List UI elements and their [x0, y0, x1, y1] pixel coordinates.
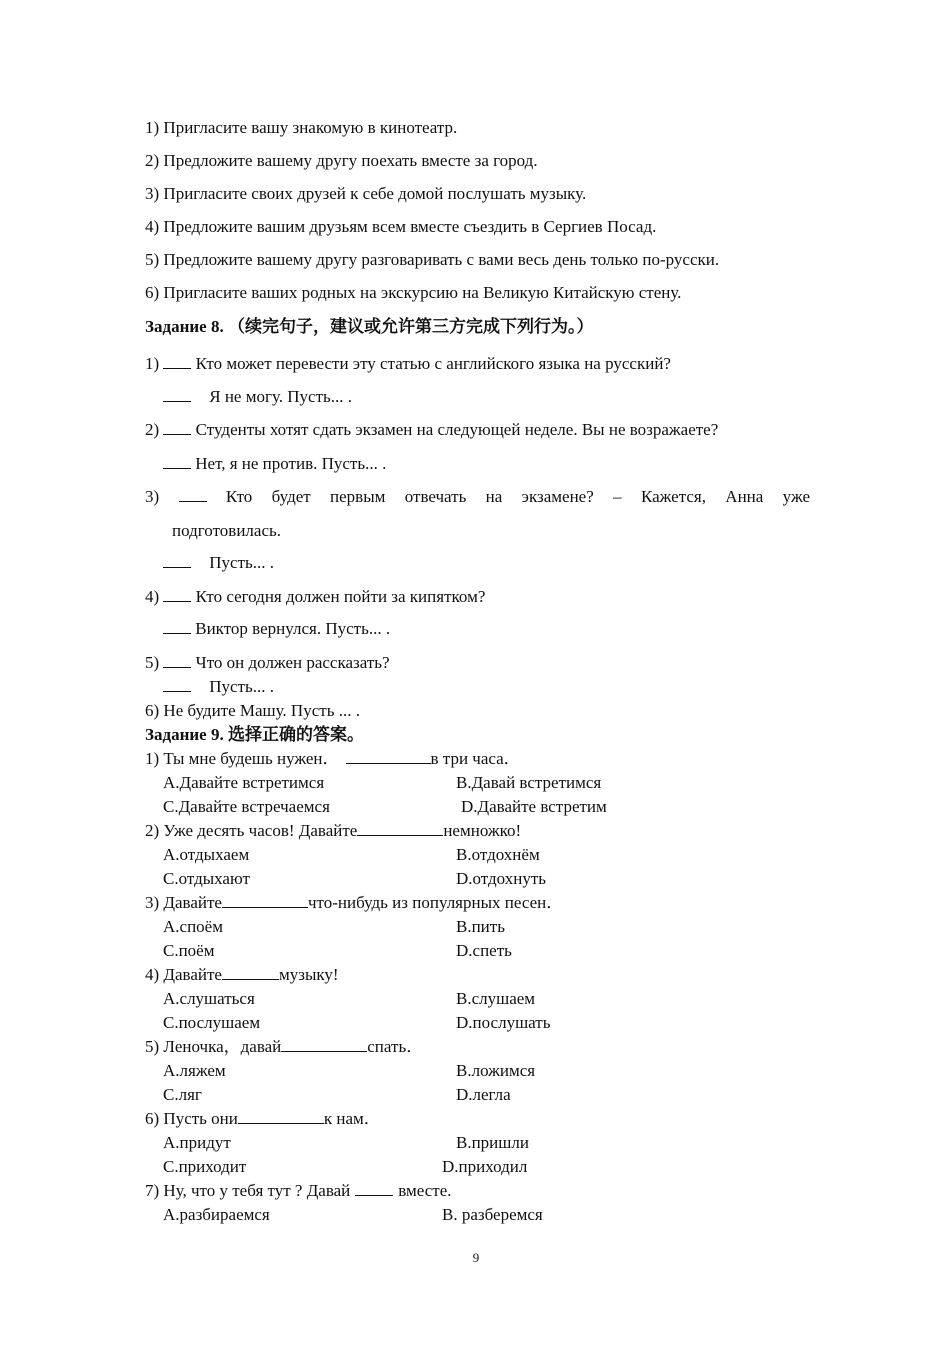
- question-text: спать．: [367, 1037, 424, 1056]
- task9-question-4: [145, 965, 339, 985]
- question-text: 5) Леночка，давай: [145, 1037, 282, 1056]
- answer-blank: [163, 619, 191, 634]
- task8-answer-2: [163, 454, 386, 474]
- question-text: 7) Ну, что у тебя тут ? Давай: [145, 1181, 351, 1200]
- option-d: D.легла: [456, 1085, 511, 1104]
- item-number: 3): [145, 487, 160, 506]
- task8-answer-3: [163, 553, 274, 573]
- answer-text: Я не могу. Пусть... .: [209, 387, 353, 406]
- task8-title: Задание 8. （续完句子，建议或允许第三方完成下列行为。）: [145, 317, 594, 336]
- answer-blank: [355, 1181, 393, 1196]
- option-b: B.пришли: [456, 1133, 529, 1152]
- question-text: музыку!: [278, 965, 339, 984]
- task8-answer-1: [163, 387, 352, 407]
- question-text: 6) Пусть они: [145, 1109, 238, 1128]
- option-d: D.Давайте встретим: [461, 797, 607, 816]
- task9-question-3: [145, 893, 563, 913]
- option-a: A.споём: [163, 917, 223, 936]
- task8-question-5: [145, 653, 390, 673]
- task9-question-5: [145, 1037, 423, 1057]
- question-text: немножко!: [443, 821, 522, 840]
- item-number: 4): [145, 587, 160, 606]
- option-a: A.Давайте встретимся: [163, 773, 325, 792]
- option-b: B.Давай встретимся: [456, 773, 602, 792]
- option-c: C.поём: [163, 941, 215, 960]
- option-a: A.слушаться: [163, 989, 255, 1008]
- task9-title: Задание 9. 选择正确的答案。: [145, 725, 364, 744]
- option-b: B.ложимся: [456, 1061, 536, 1080]
- item-number: 1): [145, 354, 160, 373]
- list-item: 2) Предложите вашему другу поехать вместе за город.: [145, 151, 538, 170]
- answer-blank: [222, 893, 308, 908]
- task9-question-7: [145, 1181, 452, 1201]
- answer-blank: [163, 653, 191, 668]
- option-b: B.отдохнём: [456, 845, 540, 864]
- option-d: D.послушать: [456, 1013, 551, 1032]
- option-b: B. разберемся: [442, 1205, 543, 1224]
- task8-question-3-cont: подготовилась.: [172, 521, 281, 540]
- option-c: C.отдыхают: [163, 869, 250, 888]
- option-d: D.спеть: [456, 941, 512, 960]
- question-text: Кто может перевести эту статью с английского языка на русский?: [195, 354, 671, 373]
- task8-answer-5: [163, 677, 274, 697]
- answer-blank: [346, 749, 431, 764]
- task8-question-2: [145, 420, 718, 440]
- list-item: 3) Пригласите своих друзей к себе домой послушать музыку.: [145, 184, 587, 203]
- option-d: D.приходил: [442, 1157, 528, 1176]
- answer-blank: [163, 420, 191, 435]
- answer-blank: [163, 354, 191, 369]
- question-text: в три часа．: [430, 749, 521, 768]
- task8-item-6: 6) Не будите Машу. Пусть ... .: [145, 701, 360, 720]
- question-text: Кто будет первым отвечать на экзамене? – Кажется, Анна уже: [225, 487, 811, 506]
- answer-blank: [163, 677, 191, 692]
- list-item: 1) Пригласите вашу знакомую в кинотеатр.: [145, 118, 458, 137]
- option-b: B.слушаем: [456, 989, 536, 1008]
- question-text: Что он должен рассказать?: [195, 653, 390, 672]
- question-text: вместе.: [398, 1181, 452, 1200]
- option-c: C.послушаем: [163, 1013, 261, 1032]
- task8-question-4: [145, 587, 485, 607]
- question-text: 3) Давайте: [145, 893, 222, 912]
- option-a: A.ляжем: [163, 1061, 226, 1080]
- question-text: 4) Давайте: [145, 965, 222, 984]
- question-text: к нам．: [323, 1109, 381, 1128]
- question-text: Студенты хотят сдать экзамен на следующей неделе. Вы не возражаете?: [195, 420, 719, 439]
- option-c: C.приходит: [163, 1157, 247, 1176]
- answer-blank: [163, 454, 191, 469]
- option-a: A.отдыхаем: [163, 845, 250, 864]
- question-text: 1) Ты мне будешь нужен．: [145, 749, 340, 768]
- page-number: 9: [472, 1250, 480, 1265]
- question-text: Кто сегодня должен пойти за кипятком?: [195, 587, 486, 606]
- task8-question-3: [145, 487, 810, 507]
- item-number: 2): [145, 420, 160, 439]
- answer-text: Пусть... .: [209, 677, 275, 696]
- answer-blank: [163, 587, 191, 602]
- task9-question-6: [145, 1109, 381, 1129]
- task9-question-1: [145, 749, 521, 769]
- task8-answer-4: [163, 619, 390, 639]
- option-a: A.разбираемся: [163, 1205, 270, 1224]
- answer-text: Пусть... .: [209, 553, 275, 572]
- option-c: C.Давайте встречаемся: [163, 797, 330, 816]
- list-item: 4) Предложите вашим друзьям всем вместе съездить в Сергиев Посад.: [145, 217, 657, 236]
- answer-blank: [179, 487, 207, 502]
- answer-blank: [281, 1037, 367, 1052]
- list-item: 5) Предложите вашему другу разговаривать с вами весь день только по-русски.: [145, 250, 720, 269]
- answer-blank: [163, 553, 191, 568]
- task9-question-2: [145, 821, 521, 841]
- option-d: D.отдохнуть: [456, 869, 547, 888]
- option-a: A.придут: [163, 1133, 231, 1152]
- answer-blank: [238, 1109, 324, 1124]
- answer-blank: [222, 965, 279, 980]
- question-text: что-нибудь из популярных песен．: [307, 893, 564, 912]
- option-b: B.пить: [456, 917, 505, 936]
- list-item: 6) Пригласите ваших родных на экскурсию на Великую Китайскую стену.: [145, 283, 682, 302]
- answer-text: Виктор вернулся. Пусть... .: [195, 619, 391, 638]
- task8-question-1: [145, 354, 671, 374]
- question-text: 2) Уже десять часов! Давайте: [145, 821, 358, 840]
- answer-blank: [163, 387, 191, 402]
- item-number: 5): [145, 653, 160, 672]
- answer-text: Нет, я не против. Пусть... .: [195, 454, 387, 473]
- answer-blank: [357, 821, 443, 836]
- option-c: C.ляг: [163, 1085, 202, 1104]
